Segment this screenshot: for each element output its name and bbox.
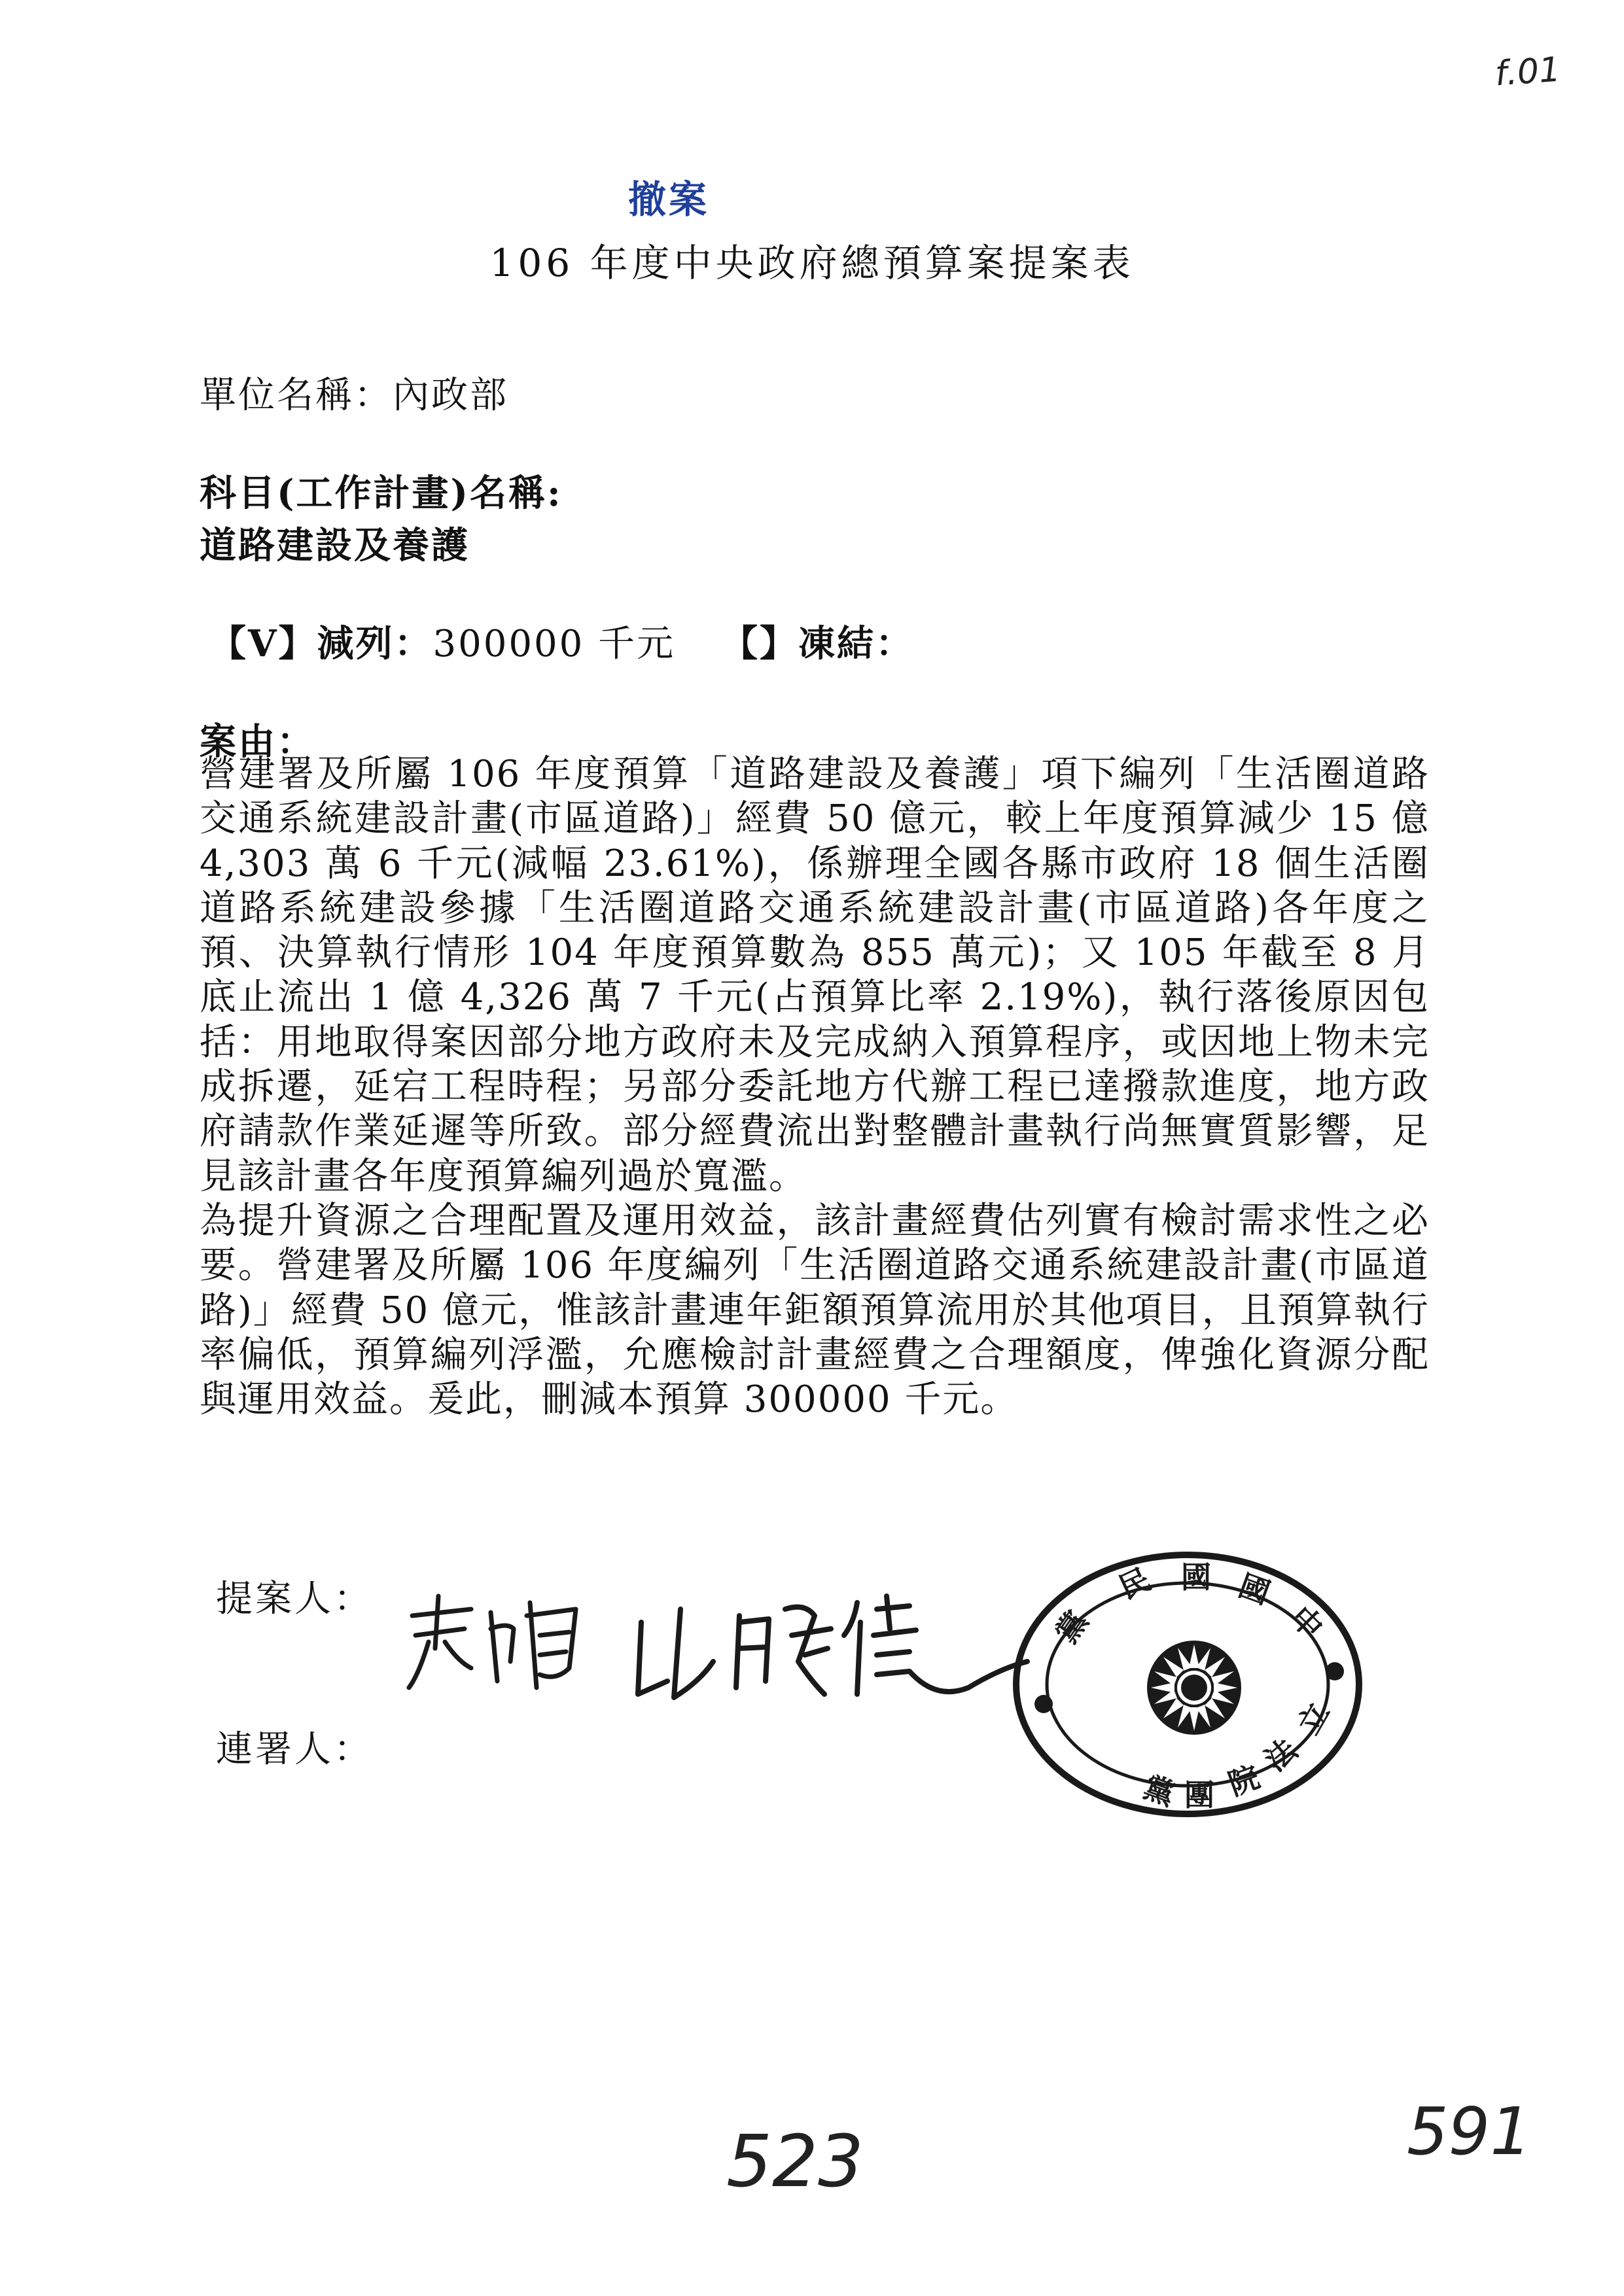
document-title: 106 年度中央政府總預算案提案表: [489, 241, 1135, 285]
svg-text:中: 中: [1284, 1599, 1330, 1646]
handwritten-signature-2: [628, 1583, 1034, 1714]
subject-label: 科目(工作計畫)名稱:: [200, 472, 563, 515]
withdrawn-stamp: 撤案: [628, 177, 710, 222]
svg-text:團: 團: [1184, 1777, 1214, 1813]
party-caucus-seal: [1008, 1547, 1368, 1822]
reason-heading: 案由：: [200, 720, 315, 763]
reason-paragraph-1: 營建署及所屬 106 年度預算「道路建設及養護」項下編列「生活圈道路交通系統建設計畫(市區道路)」經費 50 億元，較上年度預算減少 15 億 4,303 萬 6 千元(減幅 23.61%)，係辦理全國各縣市政府 18 個生活圈道路系統建設參據「生活圈道路交通系統建設計畫(市區道路)各年度之預、決算執行情形 104 年度預算數為 855 萬元)；又 105 年截至 8 月底止流出 1 億 4,326 萬 7 千元(占預算比率 2.19%)，執行落後原因包括：用地取得案因部分地方政府未及完成納入預算程序，或因地上物未完成拆遷，延宕工程時程；另部分委託地方代辦工程已達撥款進度，地方政府請款作業延遲等所致。部分經費流出對整體計畫執行尚無實質影響，足見該計畫各年度預算編列過於寬濫。: [200, 753, 1430, 1198]
svg-text:黨: 黨: [1139, 1769, 1180, 1813]
reason-paragraph-2: 為提升資源之合理配置及運用效益，該計畫經費估列實有檢討需求性之必要。營建署及所屬 106 年度編列「生活圈道路交通系統建設計畫(市區道路)」經費 50 億元，惟該計畫連年鉅額預算流用於其他項目，且預算執行率偏低，預算編列浮濫，允應檢討計畫經費之合理額度，俾強化資源分配與運用效益。爰此，刪減本預算 300000 千元。: [200, 1199, 1430, 1421]
svg-text:民: 民: [1113, 1561, 1156, 1606]
reduce-label: 減列：: [317, 622, 433, 665]
handwritten-page-number-bottom: 523: [726, 2119, 864, 2203]
svg-text:法: 法: [1258, 1731, 1304, 1779]
handwritten-page-note: f.01: [1494, 50, 1562, 94]
handwritten-signature-1: [399, 1590, 595, 1701]
freeze-label: 凍結：: [798, 622, 915, 665]
reduce-checkbox-mark: 【V】: [209, 622, 317, 665]
svg-text:黨: 黨: [1048, 1604, 1095, 1650]
svg-text:國: 國: [1234, 1567, 1275, 1612]
unit-value: 內政部: [393, 374, 508, 417]
svg-text:院: 院: [1224, 1758, 1264, 1803]
unit-row: [200, 366, 508, 419]
reason-body: [200, 752, 1430, 1422]
svg-text:立: 立: [1290, 1696, 1337, 1741]
proposer-label: 提案人：: [216, 1578, 373, 1620]
freeze-checkbox-mark: 【】: [721, 622, 799, 665]
subject-value: 道路建設及養護: [200, 524, 470, 567]
reduce-amount: 300000 千元: [432, 623, 676, 665]
handwritten-page-number-right: 591: [1407, 2093, 1532, 2170]
cosigner-label: 連署人：: [216, 1728, 373, 1771]
unit-label: 單位名稱：: [200, 374, 393, 417]
action-row: [209, 615, 914, 667]
svg-text:國: 國: [1181, 1559, 1211, 1595]
